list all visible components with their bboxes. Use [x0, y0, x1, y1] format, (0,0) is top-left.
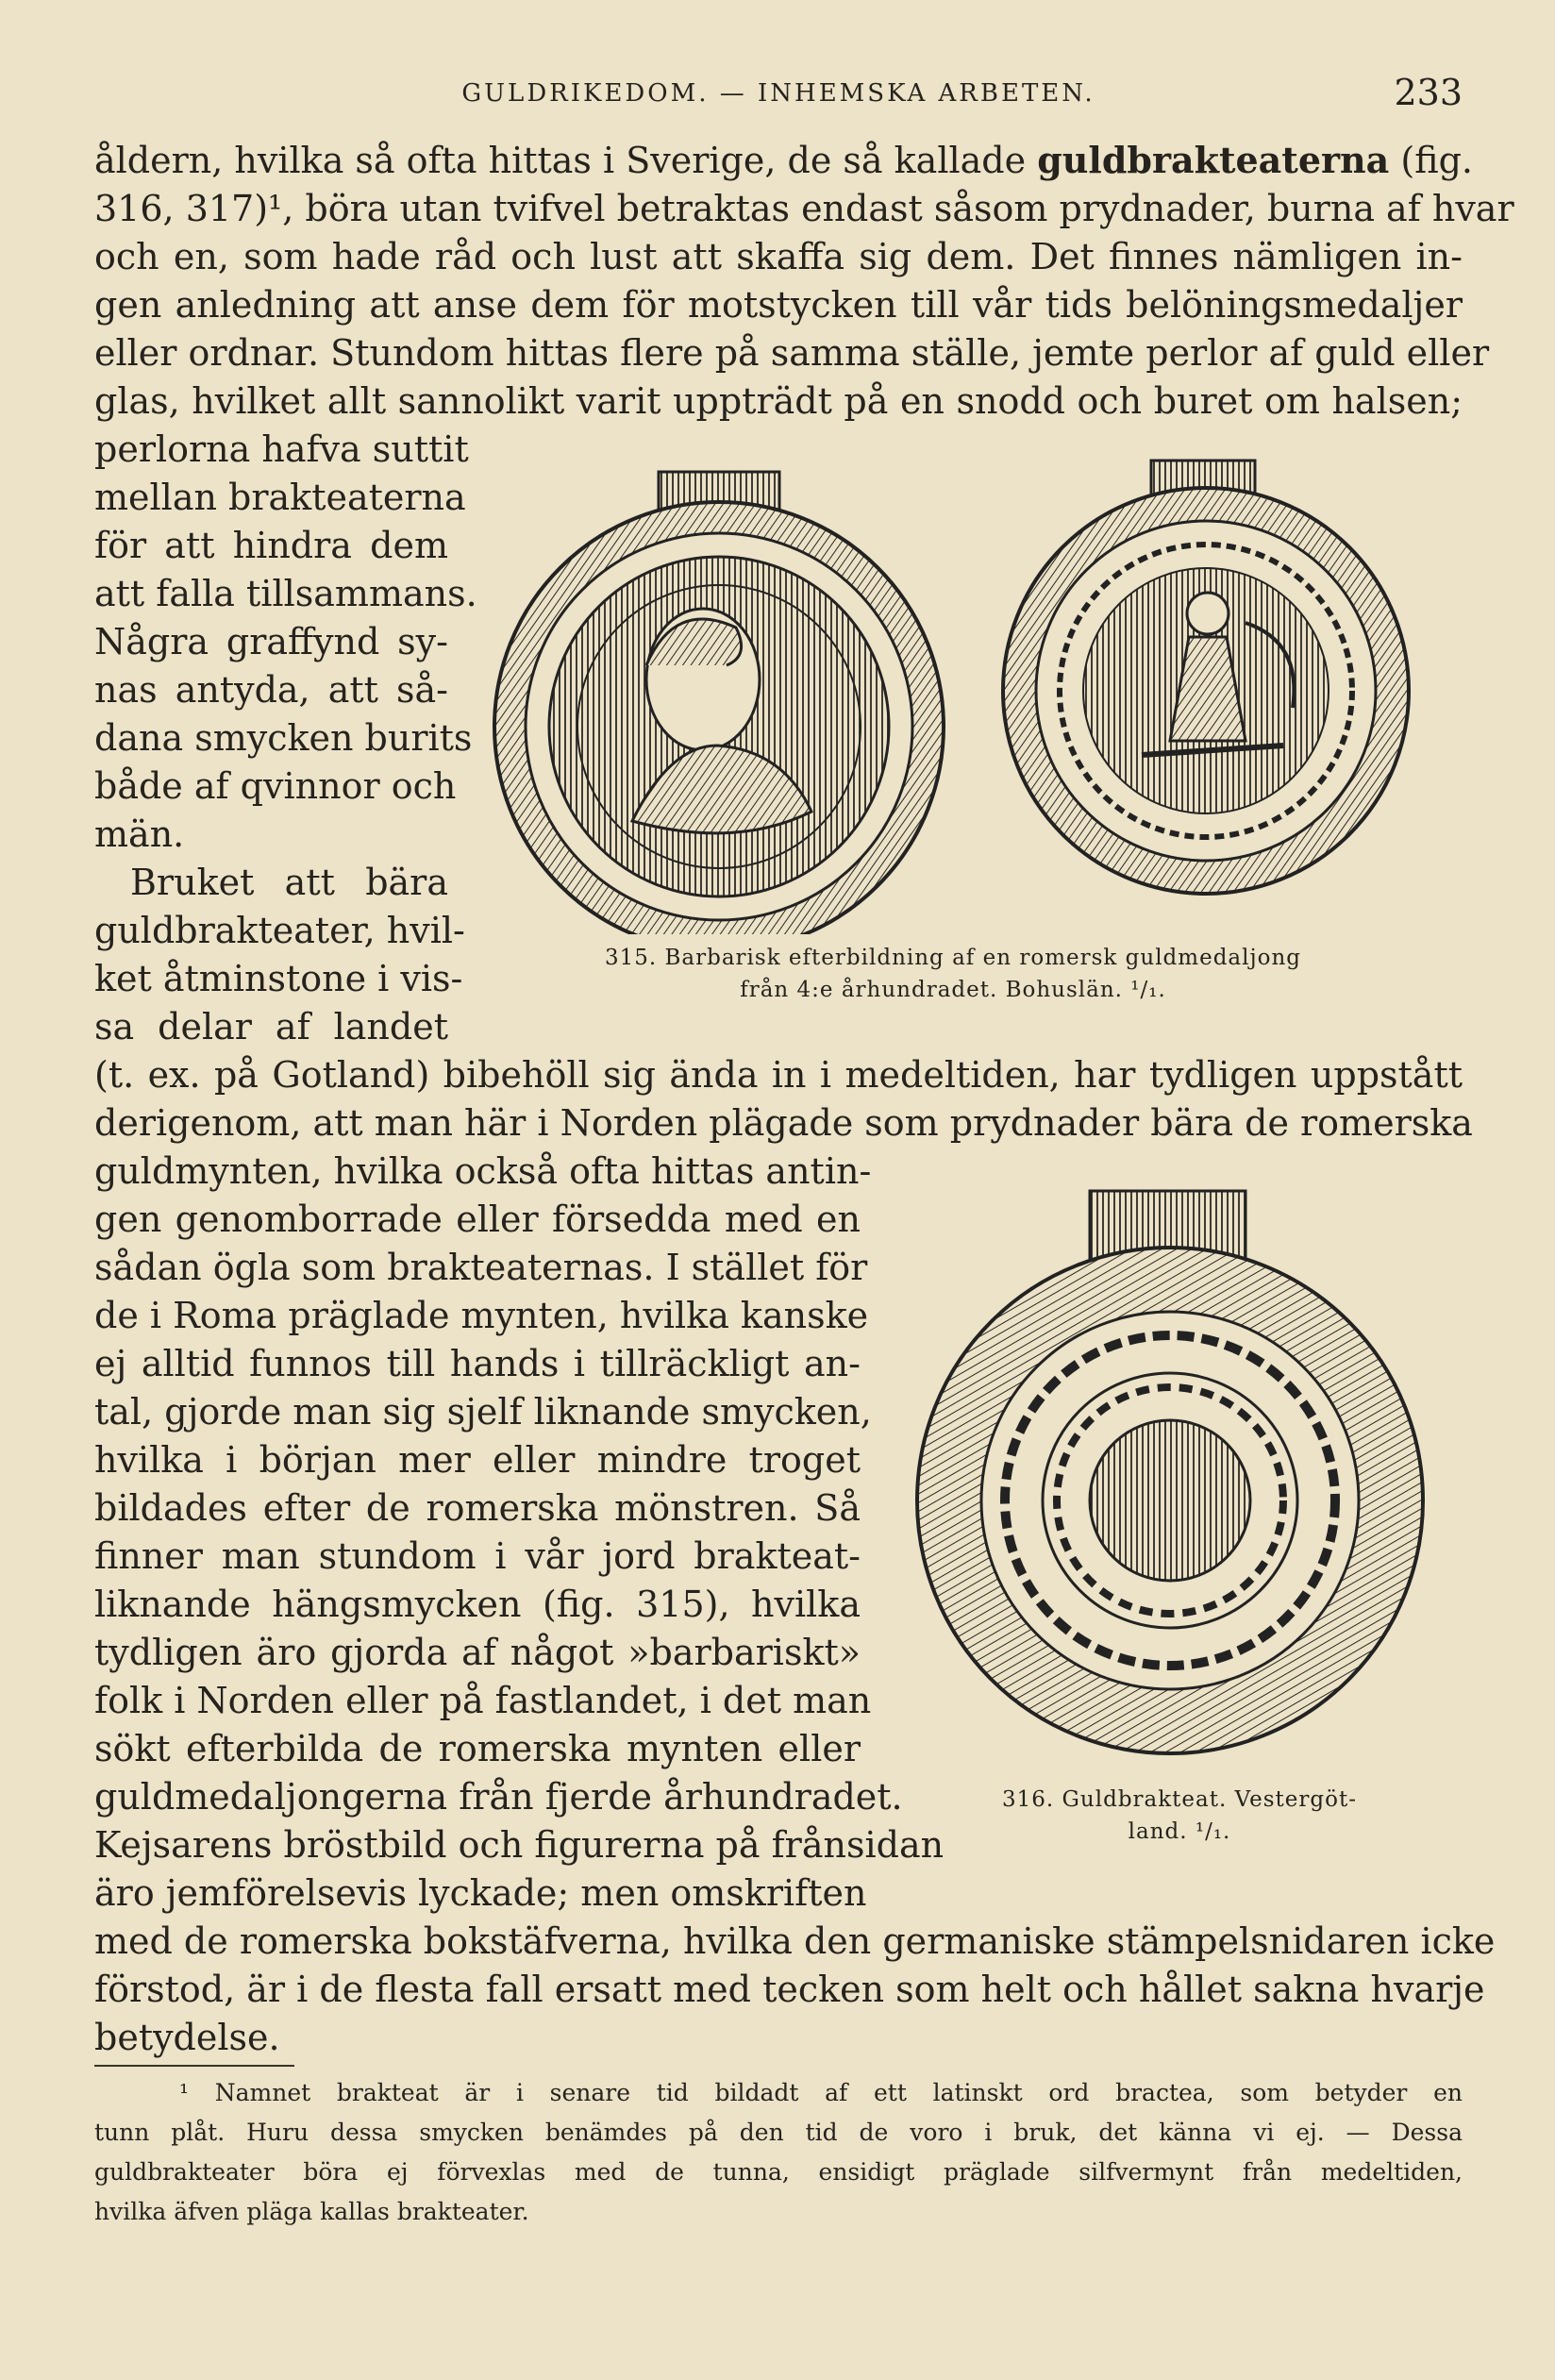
- text-line: eller ordnar. Stundom hittas flere på samma ställe, jemte perlor af guld eller: [94, 332, 1490, 374]
- text-line: dana smycken burits: [94, 717, 473, 759]
- text-line: glas, hvilket allt sannolikt varit uppträdt på en snodd och buret om halsen;: [94, 380, 1463, 422]
- medallion-reverse: [1003, 461, 1409, 894]
- text-line: gen genomborrade eller försedda med en: [94, 1198, 861, 1240]
- footnote-line: hvilka äfven pläga kallas brakteater.: [94, 2198, 529, 2225]
- center-motif: [1090, 1420, 1250, 1581]
- page-number: 233: [1394, 72, 1463, 113]
- running-head-title: GULDRIKEDOM. — INHEMSKA ARBETEN.: [461, 79, 1095, 108]
- text-line: perlorna hafva suttit: [94, 428, 469, 470]
- text-line: män.: [94, 813, 185, 855]
- text-line: 316, 317)¹, böra utan tvifvel betraktas endast såsom prydnader, burna af hvar: [94, 188, 1514, 229]
- text-line: guldbrakteater, hvil-: [94, 910, 465, 951]
- footnote-line: tunn plåt. Huru dessa smycken benämdes på den tid de voro i bruk, det känna vi ej. — Dessa: [94, 2119, 1463, 2146]
- text-line: Några graffynd sy-: [94, 621, 448, 662]
- running-head: [94, 66, 1463, 123]
- figure-316-caption: 316. Guldbrakteat. Vestergöt- land. ¹/₁.: [1002, 1787, 1357, 1844]
- text-line: Kejsarens bröstbild och figurerna på frånsidan: [94, 1824, 945, 1866]
- text-line: ej alltid funnos till hands i tillräckligt an-: [94, 1343, 861, 1384]
- bold-term: guldbrakteaterna: [1037, 139, 1390, 181]
- text-line: för att hindra dem: [94, 525, 448, 566]
- figure-316-illustration: [887, 1189, 1472, 1755]
- text-line: nas antyda, att så-: [94, 669, 448, 711]
- text-line: ket åtminstone i vis-: [94, 958, 463, 999]
- footnote-line: ¹ Namnet brakteat är i senare tid bildadt af ett latinskt ord bractea, som betyder en: [179, 2079, 1463, 2106]
- text-line: sådan ögla som brakteaternas. I stället för: [94, 1247, 868, 1288]
- text-line: att falla tillsammans.: [94, 573, 477, 614]
- figure-315-illustration: [491, 444, 1453, 934]
- text-line: betydelse.: [94, 2017, 280, 2058]
- figure-315: [491, 444, 1453, 1010]
- text-line: tal, gjorde man sig sjelf liknande smycken,: [94, 1391, 872, 1433]
- text-line: liknande hängsmycken (fig. 315), hvilka: [94, 1584, 861, 1625]
- medallion-obverse: [494, 472, 944, 934]
- text-line: förstod, är i de flesta fall ersatt med tecken som helt och hållet sakna hvarje: [94, 1969, 1485, 2010]
- footnote-rule: [94, 2065, 294, 2067]
- text-line: guldmedaljongerna från fjerde århundradet.: [94, 1776, 903, 1818]
- text-line: de i Roma präglade mynten, hvilka kanske: [94, 1295, 869, 1336]
- figure-315-caption: 315. Barbarisk efterbildning af en romersk guldmedaljong från 4:e århundradet. Bohuslän. ¹/₁.: [604, 946, 1302, 1002]
- text-line: bildades efter de romerska mönstren. Så: [94, 1487, 861, 1529]
- text-line: mellan brakteaterna: [94, 477, 466, 518]
- text-line: och en, som hade råd och lust att skaffa sig dem. Det finnes nämligen in-: [94, 236, 1463, 277]
- text-line: hvilka i början mer eller mindre troget: [94, 1439, 861, 1481]
- text-line: åldern, hvilka så ofta hittas i Sverige, de så kallade guldbrakteaterna (fig.: [94, 139, 1473, 181]
- text-line: sökt efterbilda de romerska mynten eller: [94, 1728, 861, 1769]
- text-line: äro jemförelsevis lyckade; men omskriften: [94, 1872, 867, 1914]
- text-line: Bruket att bära: [130, 862, 448, 903]
- text-line: sa delar af landet: [94, 1006, 448, 1048]
- text-line: derigenom, att man här i Norden plägade som prydnader bära de romerska: [94, 1102, 1473, 1144]
- text-line: både af qvinnor och: [94, 765, 457, 807]
- text-line: (t. ex. på Gotland) bibehöll sig ända in i medeltiden, har tydligen uppstått: [94, 1054, 1463, 1096]
- text-line: tydligen äro gjorda af något »barbariskt»: [94, 1632, 861, 1673]
- text-line: folk i Norden eller på fastlandet, i det man: [94, 1680, 872, 1721]
- text-line: gen anledning att anse dem för motstycken till vår tids belöningsmedaljer: [94, 284, 1463, 326]
- text-line: guldmynten, hvilka också ofta hittas antin-: [94, 1150, 872, 1192]
- text-line: finner man stundom i vår jord brakteat-: [94, 1535, 861, 1577]
- figure-316: [887, 1189, 1472, 1850]
- text-line: med de romerska bokstäfverna, hvilka den germaniske stämpelsnidaren icke: [94, 1920, 1496, 1962]
- footnote-line: guldbrakteater böra ej förvexlas med de tunna, ensidigt präglade silfvermynt från medeltiden,: [94, 2158, 1463, 2186]
